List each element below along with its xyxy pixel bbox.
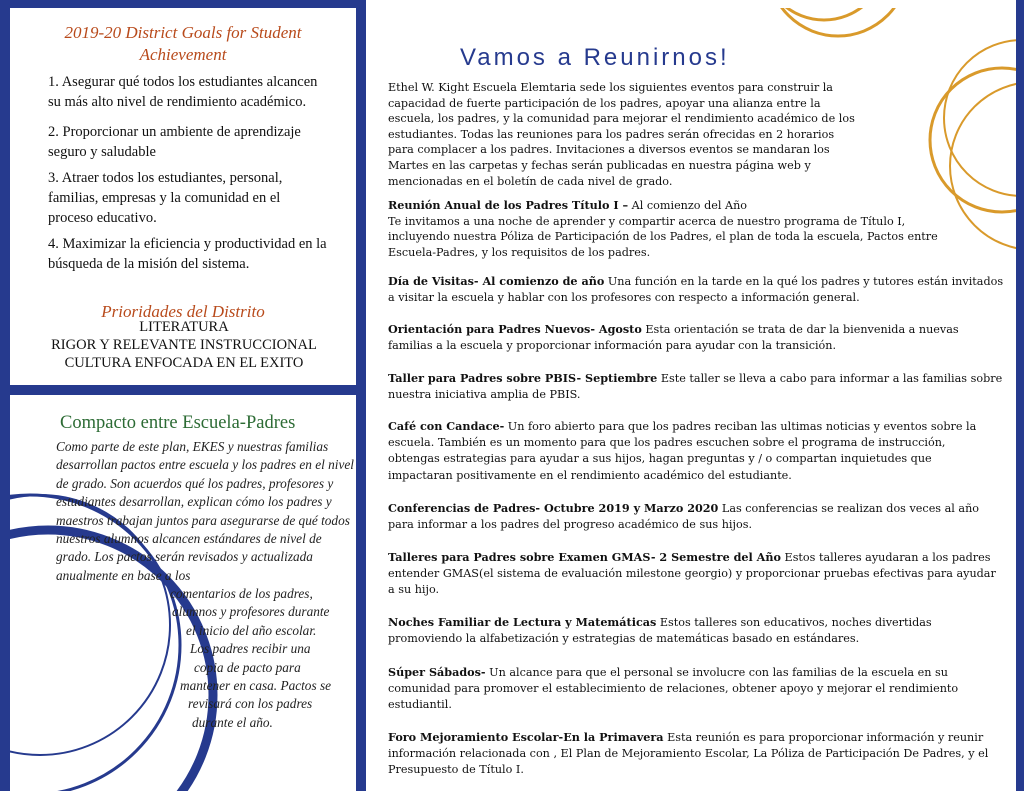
event-title: Súper Sábados- bbox=[388, 665, 486, 679]
event-text: Estos talleres son educativos, noches divertidas bbox=[656, 616, 932, 629]
priority-line-2: RIGOR Y RELEVANTE INSTRUCCIONAL bbox=[51, 337, 317, 353]
event-line bbox=[388, 549, 1004, 566]
event-line bbox=[388, 321, 1004, 338]
goal-3-line-3: proceso educativo. bbox=[48, 210, 157, 226]
event-item bbox=[388, 500, 1004, 533]
event-item bbox=[388, 321, 1004, 354]
goal-4-line-1: 4. Maximizar la eficiencia y productividad en la bbox=[48, 236, 327, 252]
gold-ring-top-inner bbox=[762, 8, 886, 20]
meetings-title: Vamos a Reunirnos! bbox=[460, 44, 730, 71]
event-item bbox=[388, 370, 1004, 403]
event-line bbox=[388, 273, 1004, 290]
goal-3-line-1: 3. Atraer todos los estudiantes, personal, bbox=[48, 170, 283, 186]
annual-line: Escuela-Padres, y los requisitos de los padres. bbox=[388, 245, 651, 259]
event-text: Esta orientación se trata de dar la bienvenida a nuevas bbox=[641, 323, 959, 336]
event-text: Estos talleres ayudaran a los padres bbox=[780, 551, 991, 564]
goal-2-line-2: seguro y saludable bbox=[48, 144, 156, 160]
event-line: para informar a los padres del progreso académico de sus hijos. bbox=[388, 518, 753, 532]
event-line: a su hijo. bbox=[388, 583, 440, 597]
event-title: Foro Mejoramiento Escolar-En la Primavera bbox=[388, 730, 664, 744]
event-text: Esta reunión es para proporcionar información y reunir bbox=[663, 731, 984, 744]
event-title: Noches Familiar de Lectura y Matemáticas bbox=[388, 615, 657, 629]
event-line bbox=[388, 729, 1004, 746]
event-item bbox=[388, 614, 1004, 647]
event-title: Café con Candace- bbox=[388, 419, 505, 433]
event-title: Talleres para Padres sobre Examen GMAS- 2 Semestre del Año bbox=[388, 550, 781, 564]
intro-line: capacidad de fuerte participación de los padres, apoyar una alianza entre la bbox=[388, 96, 821, 110]
compact-indented-line: durante el año. bbox=[192, 714, 273, 730]
intro-line: estudiantes. Todas las reuniones para los padres serán ofrecidas en 2 horarios bbox=[388, 127, 835, 141]
event-title: Taller para Padres sobre PBIS- Septiembre bbox=[388, 371, 658, 385]
event-text: Una función en la tarde en la qué los padres y tutores están invitados bbox=[604, 275, 1004, 288]
event-item bbox=[388, 418, 1004, 484]
goals-title-line2: Achievement bbox=[139, 45, 227, 64]
goal-item-4 bbox=[48, 234, 344, 274]
priority-line-1: LITERATURA bbox=[139, 319, 229, 335]
event-line: nuestra iniciativa amplia de PBIS. bbox=[388, 388, 581, 402]
goal-3-line-2: familias, empresas y la comunidad en el bbox=[48, 190, 281, 206]
event-line: escuela. También es un momento para que los padres escuchen sobre el programa de instrucción, bbox=[388, 436, 946, 450]
compact-indented-line: copia de pacto para bbox=[194, 659, 301, 675]
compact-line: anualmente en base a los bbox=[56, 567, 191, 583]
event-line: familias a la escuela y proporcionar información para ayudar con la transición. bbox=[388, 339, 837, 353]
event-line: Presupuesto de Título I. bbox=[388, 763, 524, 777]
event-line: información relacionada con , El Plan de Mejoramiento Escolar, La Póliza de Participación De Padres, y el bbox=[388, 747, 989, 761]
compact-indented-line: revisará con los padres bbox=[188, 696, 313, 712]
compact-line: de grado. Son acuerdos qué los padres, profesores y bbox=[56, 475, 334, 491]
gold-ring-right-thin bbox=[944, 40, 1016, 196]
goals-panel bbox=[10, 8, 356, 385]
annual-when: Al comienzo del Año bbox=[628, 199, 748, 212]
gold-ring-right bbox=[930, 68, 1016, 212]
priorities-title: Prioridades del Distrito bbox=[101, 302, 265, 321]
event-item bbox=[388, 664, 1004, 714]
compact-line: nuestros alumnos alcancen estándares de nivel de bbox=[56, 531, 322, 547]
event-item bbox=[388, 729, 1004, 779]
event-line: obtengas estrategias para ayudar a sus hijos, hagan preguntas y / o compartan inquietudes que bbox=[388, 452, 932, 466]
compact-indented-line: Los padres recibir una bbox=[190, 641, 311, 657]
goal-4-line-2: búsqueda de la misión del sistema. bbox=[48, 256, 250, 272]
annual-meeting bbox=[388, 198, 948, 260]
event-item bbox=[388, 549, 1004, 599]
goal-item-3 bbox=[48, 168, 344, 228]
event-text: Las conferencias se realizan dos veces al año bbox=[718, 502, 980, 515]
event-line: entender GMAS(el sistema de evaluación milestone georgio) y proporcionar pruebas efectivas para ayudar bbox=[388, 567, 996, 581]
gold-ring-top bbox=[768, 8, 908, 36]
priority-line-3: CULTURA ENFOCADA EN EL EXITO bbox=[64, 355, 304, 371]
event-text: Este taller se lleva a cabo para informar a las familias sobre bbox=[657, 372, 1003, 385]
event-title: Día de Visitas- Al comienzo de año bbox=[388, 274, 605, 288]
intro-line: para complacer a los padres. Invitaciones a diversos eventos se mandaran los bbox=[388, 143, 830, 157]
goal-item-1 bbox=[48, 72, 344, 112]
compact-title: Compacto entre Escuela-Padres bbox=[60, 413, 296, 433]
event-line: estudiantil. bbox=[388, 698, 452, 712]
compact-indented-line: comentarios de los padres, bbox=[170, 586, 313, 601]
compact-indented-line: el inicio del año escolar. bbox=[186, 622, 317, 638]
event-line bbox=[388, 664, 1004, 681]
intro-line: escuela, los padres, y la comunidad para mejorar el rendimiento académico de los bbox=[388, 112, 855, 126]
goal-1-line-2: su más alto nivel de rendimiento académico. bbox=[48, 94, 307, 110]
goals-title-line1: 2019-20 District Goals for Student bbox=[64, 23, 302, 42]
goals-title bbox=[10, 22, 356, 66]
intro-line: Ethel W. Kight Escuela Elemtaria sede los siguientes eventos para construir la bbox=[388, 81, 833, 94]
event-line bbox=[388, 418, 1004, 435]
compact-paragraph bbox=[56, 438, 356, 585]
event-line bbox=[388, 614, 1004, 631]
event-text: Un alcance para que el personal se involucre con las familias de la escuela en su bbox=[485, 666, 948, 679]
compact-line: maestros trabajan juntos para asegurarse de qué todos bbox=[56, 512, 350, 528]
annual-line: incluyendo nuestra Póliza de Participación de los Padres, el plan de toda la escuela, Pactos entre bbox=[388, 230, 938, 244]
event-title: Conferencias de Padres- Octubre 2019 y Marzo 2020 bbox=[388, 501, 719, 515]
intro-line: Martes en las carpetas y fechas serán publicadas en nuestra página web y bbox=[388, 158, 811, 172]
compact-line: estudiantes desarrollan, explican cómo los padres y bbox=[56, 494, 332, 510]
compact-indented-line: mantener en casa. Pactos se bbox=[180, 678, 332, 694]
goal-item-2 bbox=[48, 122, 344, 162]
event-line bbox=[388, 500, 1004, 517]
compact-line: Como parte de este plan, EKES y nuestras familias bbox=[56, 439, 329, 454]
annual-heading bbox=[388, 198, 948, 214]
goal-2-line-1: 2. Proporcionar un ambiente de aprendizaje bbox=[48, 124, 301, 140]
event-line: comunidad para promover el establecimiento de relaciones, obtener apoyo y mejorar el rendimiento bbox=[388, 682, 959, 696]
event-title: Orientación para Padres Nuevos- Agosto bbox=[388, 322, 642, 336]
event-line bbox=[388, 370, 1004, 387]
event-item bbox=[388, 273, 1004, 306]
compact-line: grado. Los pactos serán revisados y actualizada bbox=[56, 549, 313, 565]
event-line: impactaran positivamente en el rendimiento académico del estudiante. bbox=[388, 468, 792, 482]
intro-line: mencionadas en el boletín de cada nivel de grado. bbox=[388, 174, 673, 188]
annual-line: Te invitamos a una noche de aprender y compartir acerca de nuestro programa de Título I, bbox=[388, 214, 906, 228]
compact-line: desarrollan pactos entre escuela y los padres en el nivel bbox=[56, 457, 355, 473]
compact-indented-line: alumnos y profesores durante bbox=[172, 604, 330, 620]
annual-title: Reunión Anual de los Padres Título I – bbox=[388, 198, 629, 212]
event-line: promoviendo la alfabetización y estrategias de matemáticas basado en estándares. bbox=[388, 632, 860, 646]
goal-1-line-1: 1. Asegurar qué todos los estudiantes alcancen bbox=[48, 74, 318, 90]
meetings-intro bbox=[388, 80, 855, 189]
event-line: a visitar la escuela y hablar con los profesores con respecto a información general. bbox=[388, 291, 860, 305]
right-edge-strip bbox=[1016, 0, 1024, 791]
event-text: Un foro abierto para que los padres reciban las ultimas noticias y eventos sobre la bbox=[504, 420, 977, 433]
compact-paragraph-indented bbox=[0, 585, 360, 732]
